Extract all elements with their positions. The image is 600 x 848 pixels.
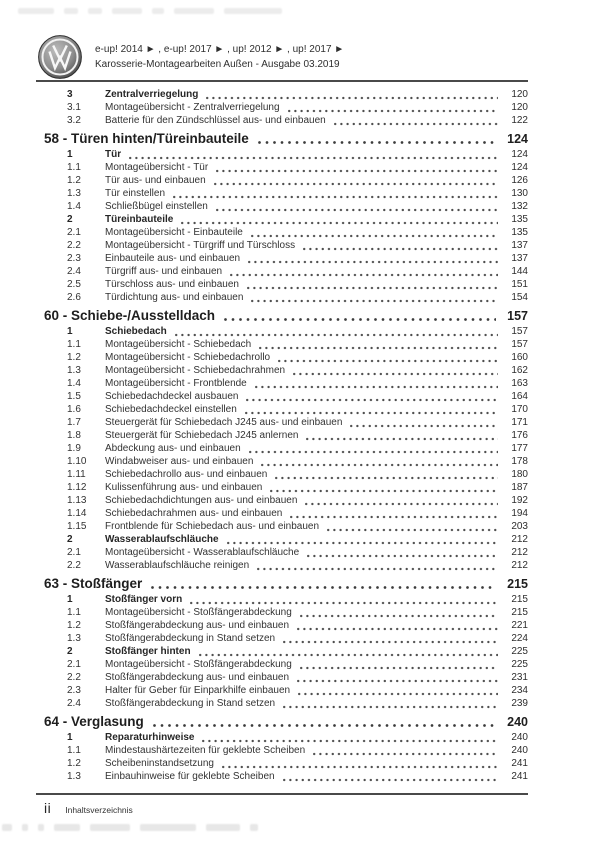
header-model-line: e-up! 2014 ► , e-up! 2017 ► , up! 2012 ► , up! 2017 ►: [95, 44, 345, 55]
scan-artifact-top: [18, 8, 282, 14]
toc-entry-title: Stoßfängerabdeckung aus- und einbauen: [105, 620, 290, 631]
toc-entry-number: 1.2: [67, 352, 81, 363]
toc-entry-title: Windabweiser aus- und einbauen: [105, 456, 254, 467]
toc-entry-page: 157: [511, 339, 528, 350]
toc-entry-title: Schiebedachdeckel einstellen: [105, 404, 237, 415]
toc-entry-page: 137: [511, 240, 528, 251]
toc-entry-page: 212: [511, 547, 528, 558]
toc-chapter-page: 157: [507, 309, 528, 323]
toc-entry-title: Montageübersicht - Stoßfängerabdeckung: [105, 607, 292, 618]
toc-entry-page: 225: [511, 646, 528, 657]
toc-entry-title: Tür einstellen: [105, 188, 166, 199]
toc-entry: [44, 187, 528, 200]
toc-entry-page: 124: [511, 162, 528, 173]
toc-entry: [44, 390, 528, 403]
toc-entry: [44, 252, 528, 265]
toc-entry: [44, 645, 528, 658]
toc-entry-number: 1.3: [67, 633, 81, 644]
dot-leader: [175, 333, 498, 337]
toc-entry-number: 1.1: [67, 745, 81, 756]
dot-leader: [261, 463, 498, 467]
dot-leader: [251, 234, 498, 238]
toc-entry-title: Kulissenführung aus- und einbauen: [105, 482, 263, 493]
toc-entry-number: 1.5: [67, 391, 81, 402]
toc-chapter-page: 240: [507, 715, 528, 729]
toc-entry-title: Steuergerät für Schiebedach J245 aus- und einbauen: [105, 417, 343, 428]
toc-entry-page: 215: [511, 607, 528, 618]
toc-entry: [44, 481, 528, 494]
toc-entry-title: Mindestaushärtezeiten für geklebte Scheiben: [105, 745, 306, 756]
toc: [44, 88, 528, 783]
toc-entry-page: 177: [511, 443, 528, 454]
toc-entry-page: 240: [511, 732, 528, 743]
dot-leader: [227, 541, 498, 545]
toc-chapter-label: 60 - Schiebe-/Ausstelldach: [44, 308, 216, 323]
scan-artifact-bottom: [2, 824, 258, 831]
toc-entry-title: Türschloss aus- und einbauen: [105, 279, 239, 290]
toc-entry-title: Tür aus- und einbauen: [105, 175, 206, 186]
vw-logo-icon: [38, 35, 82, 79]
toc-entry-number: 2.3: [67, 685, 81, 696]
dot-leader: [202, 739, 498, 743]
toc-entry-number: 1.10: [67, 456, 87, 467]
toc-entry: [44, 325, 528, 338]
toc-entry: [44, 377, 528, 390]
toc-entry-number: 1.3: [67, 188, 81, 199]
toc-entry-title: Montageübersicht - Schiebedachrollo: [105, 352, 271, 363]
toc-entry-number: 1.7: [67, 417, 81, 428]
toc-entry: [44, 278, 528, 291]
toc-entry-title: Montageübersicht - Tür: [105, 162, 209, 173]
toc-entry: [44, 533, 528, 546]
toc-entry-title: Montageübersicht - Schiebedach: [105, 339, 252, 350]
toc-entry-page: 135: [511, 227, 528, 238]
toc-entry-number: 1.1: [67, 339, 81, 350]
toc-entry-number: 1: [67, 594, 73, 605]
dot-leader: [278, 359, 498, 363]
toc-entry-page: 171: [511, 417, 528, 428]
toc-chapter-label: 58 - Türen hinten/Türeinbauteile: [44, 131, 249, 146]
toc-entry-number: 2.6: [67, 292, 81, 303]
toc-entry-title: Scheibeninstandsetzung: [105, 758, 214, 769]
toc-entry: [44, 731, 528, 744]
toc-entry-title: Montageübersicht - Einbauteile: [105, 227, 243, 238]
toc-entry-number: 2: [67, 646, 73, 657]
toc-entry-number: 1.3: [67, 365, 81, 376]
page-header: [38, 35, 344, 79]
dot-leader: [255, 385, 498, 389]
toc-entry-number: 2: [67, 214, 73, 225]
dot-leader: [199, 653, 498, 657]
dot-leader: [259, 346, 498, 350]
toc-entry: [44, 593, 528, 606]
toc-entry: [44, 494, 528, 507]
toc-entry-page: 176: [511, 430, 528, 441]
dot-leader: [305, 502, 498, 506]
dot-leader: [283, 778, 498, 782]
toc-entry-title: Stoßfängerabdeckung in Stand setzen: [105, 633, 276, 644]
toc-entry-title: Schiebedachrollo aus- und einbauen: [105, 469, 268, 480]
toc-entry-page: 124: [511, 149, 528, 160]
toc-chapter-heading: [44, 309, 528, 323]
dot-leader: [230, 273, 498, 277]
toc-entry-number: 1.4: [67, 201, 81, 212]
toc-entry: [44, 429, 528, 442]
toc-entry-page: 212: [511, 560, 528, 571]
toc-entry: [44, 697, 528, 710]
toc-entry: [44, 520, 528, 533]
toc-entry-page: 164: [511, 391, 528, 402]
toc-entry-number: 1: [67, 732, 73, 743]
toc-entry-page: 241: [511, 758, 528, 769]
toc-entry-page: 180: [511, 469, 528, 480]
dot-leader: [216, 169, 498, 173]
toc-entry: [44, 239, 528, 252]
toc-entry-page: 187: [511, 482, 528, 493]
toc-entry: [44, 632, 528, 645]
toc-entry-title: Montageübersicht - Wasserablaufschläuche: [105, 547, 300, 558]
toc-entry: [44, 442, 528, 455]
toc-entry-title: Montageübersicht - Stoßfängerabdeckung: [105, 659, 292, 670]
dot-leader: [298, 692, 498, 696]
dot-leader: [297, 679, 498, 683]
toc-entry: [44, 148, 528, 161]
dot-leader: [246, 398, 498, 402]
toc-entry-number: 3.1: [67, 102, 81, 113]
toc-entry-number: 1.14: [67, 508, 87, 519]
toc-entry-number: 1.1: [67, 607, 81, 618]
toc-entry-page: 203: [511, 521, 528, 532]
toc-entry-page: 241: [511, 771, 528, 782]
toc-entry: [44, 200, 528, 213]
toc-entry-number: 3.2: [67, 115, 81, 126]
toc-entry-page: 154: [511, 292, 528, 303]
toc-entry: [44, 403, 528, 416]
toc-entry-title: Türeinbauteile: [105, 214, 174, 225]
toc-entry: [44, 619, 528, 632]
toc-entry: [44, 351, 528, 364]
toc-entry-page: 157: [511, 326, 528, 337]
toc-entry-number: 1.2: [67, 175, 81, 186]
toc-entry-number: 1.13: [67, 495, 87, 506]
toc-entry: [44, 101, 528, 114]
toc-entry: [44, 606, 528, 619]
toc-entry-page: 224: [511, 633, 528, 644]
toc-entry-number: 1.2: [67, 758, 81, 769]
toc-entry: [44, 744, 528, 757]
toc-entry-number: 2.1: [67, 547, 81, 558]
header-divider: [36, 80, 528, 82]
toc-entry-page: 160: [511, 352, 528, 363]
toc-entry: [44, 291, 528, 304]
toc-entry-page: 170: [511, 404, 528, 415]
toc-entry: [44, 88, 528, 101]
toc-entry: [44, 455, 528, 468]
toc-chapter-page: 124: [507, 132, 528, 146]
toc-chapter-label: 63 - Stoßfänger: [44, 576, 143, 591]
toc-entry-number: 2.1: [67, 227, 81, 238]
toc-entry-number: 1.12: [67, 482, 87, 493]
toc-chapter-heading: [44, 577, 528, 591]
toc-entry: [44, 770, 528, 783]
toc-entry-page: 221: [511, 620, 528, 631]
header-subtitle: Karosserie-Montagearbeiten Außen - Ausgabe 03.2019: [95, 59, 340, 70]
dot-leader: [283, 640, 498, 644]
toc-entry-number: 1: [67, 326, 73, 337]
toc-entry-number: 2: [67, 534, 73, 545]
toc-entry-page: 144: [511, 266, 528, 277]
toc-entry-number: 2.5: [67, 279, 81, 290]
toc-entry-title: Einbauteile aus- und einbauen: [105, 253, 241, 264]
dot-leader: [248, 260, 498, 264]
dot-leader: [206, 96, 498, 100]
dot-leader: [300, 614, 498, 618]
dot-leader: [334, 122, 498, 126]
toc-entry-page: 130: [511, 188, 528, 199]
dot-leader: [350, 424, 498, 428]
dot-leader: [173, 195, 498, 199]
toc-entry-page: 137: [511, 253, 528, 264]
toc-entry-page: 225: [511, 659, 528, 670]
toc-entry-number: 1.4: [67, 378, 81, 389]
toc-entry-number: 3: [67, 89, 73, 100]
toc-entry-title: Stoßfänger hinten: [105, 646, 191, 657]
toc-entry-page: 239: [511, 698, 528, 709]
toc-entry-number: 2.1: [67, 659, 81, 670]
toc-entry: [44, 265, 528, 278]
dot-leader: [275, 476, 498, 480]
toc-chapter-page: 215: [507, 577, 528, 591]
toc-entry-title: Schiebedachrahmen aus- und einbauen: [105, 508, 283, 519]
toc-chapter-heading: [44, 132, 528, 146]
toc-entry-page: 234: [511, 685, 528, 696]
dot-leader: [153, 723, 496, 728]
toc-entry-title: Einbauhinweise für geklebte Scheiben: [105, 771, 275, 782]
toc-entry-title: Schließbügel einstellen: [105, 201, 208, 212]
toc-entry: [44, 226, 528, 239]
dot-leader: [151, 585, 496, 590]
toc-entry-page: 215: [511, 594, 528, 605]
toc-entry: [44, 684, 528, 697]
toc-entry-number: 1.6: [67, 404, 81, 415]
toc-entry-title: Wasserablaufschläuche: [105, 534, 219, 545]
toc-entry-title: Stoßfänger vorn: [105, 594, 183, 605]
toc-entry-title: Schiebedach: [105, 326, 167, 337]
toc-entry-title: Stoßfängerabdeckung in Stand setzen: [105, 698, 276, 709]
toc-entry-page: 163: [511, 378, 528, 389]
dot-leader: [300, 666, 498, 670]
dot-leader: [245, 411, 498, 415]
toc-entry: [44, 559, 528, 572]
toc-entry: [44, 213, 528, 226]
toc-entry-title: Frontblende für Schiebedach aus- und einbauen: [105, 521, 320, 532]
dot-leader: [288, 109, 498, 113]
toc-entry: [44, 468, 528, 481]
toc-entry-number: 1.1: [67, 162, 81, 173]
toc-entry-title: Montageübersicht - Schiebedachrahmen: [105, 365, 286, 376]
dot-leader: [303, 247, 498, 251]
toc-entry: [44, 546, 528, 559]
footer-divider: [36, 793, 528, 795]
toc-entry-number: 2.2: [67, 240, 81, 251]
toc-entry-page: 231: [511, 672, 528, 683]
toc-entry-title: Montageübersicht - Zentralverriegelung: [105, 102, 280, 113]
toc-entry-title: Montageübersicht - Frontblende: [105, 378, 247, 389]
dot-leader: [129, 156, 498, 160]
toc-entry-page: 122: [511, 115, 528, 126]
dot-leader: [297, 627, 498, 631]
toc-entry-title: Schiebedachdeckel ausbauen: [105, 391, 239, 402]
toc-entry: [44, 658, 528, 671]
toc-entry-page: 192: [511, 495, 528, 506]
toc-entry-number: 1.3: [67, 771, 81, 782]
toc-entry-number: 2.4: [67, 698, 81, 709]
page-footer: [44, 800, 133, 816]
toc-entry-title: Abdeckung aus- und einbauen: [105, 443, 241, 454]
dot-leader: [222, 765, 498, 769]
dot-leader: [181, 221, 498, 225]
footer-page-number: ii: [44, 800, 52, 816]
dot-leader: [270, 489, 498, 493]
toc-entry-title: Türgriff aus- und einbauen: [105, 266, 223, 277]
dot-leader: [327, 528, 498, 532]
dot-leader: [283, 705, 498, 709]
dot-leader: [247, 286, 498, 290]
toc-entry: [44, 416, 528, 429]
toc-entry-title: Montageübersicht - Türgriff und Türschloss: [105, 240, 296, 251]
toc-entry-page: 151: [511, 279, 528, 290]
toc-entry-number: 1.2: [67, 620, 81, 631]
toc-entry-title: Zentralverriegelung: [105, 89, 199, 100]
toc-entry-page: 126: [511, 175, 528, 186]
toc-entry-page: 162: [511, 365, 528, 376]
footer-section-label: Inhaltsverzeichnis: [65, 805, 133, 815]
toc-entry-page: 212: [511, 534, 528, 545]
toc-entry-number: 2.4: [67, 266, 81, 277]
toc-entry: [44, 174, 528, 187]
toc-entry: [44, 671, 528, 684]
dot-leader: [306, 437, 498, 441]
toc-entry-number: 1.15: [67, 521, 87, 532]
toc-entry-title: Reparaturhinweise: [105, 732, 195, 743]
toc-entry: [44, 757, 528, 770]
toc-entry-number: 2.3: [67, 253, 81, 264]
toc-entry-title: Batterie für den Zündschlüssel aus- und einbauen: [105, 115, 326, 126]
toc-entry: [44, 161, 528, 174]
dot-leader: [216, 208, 498, 212]
toc-entry-page: 240: [511, 745, 528, 756]
dot-leader: [290, 515, 498, 519]
toc-entry: [44, 507, 528, 520]
toc-entry-title: Türdichtung aus- und einbauen: [105, 292, 244, 303]
toc-entry-title: Steuergerät für Schiebedach J245 anlernen: [105, 430, 299, 441]
toc-entry: [44, 364, 528, 377]
toc-entry-number: 1: [67, 149, 73, 160]
toc-entry-title: Stoßfängerabdeckung aus- und einbauen: [105, 672, 290, 683]
dot-leader: [214, 182, 498, 186]
dot-leader: [190, 601, 498, 605]
toc-entry-title: Tür: [105, 149, 122, 160]
toc-entry-number: 1.8: [67, 430, 81, 441]
toc-chapter-label: 64 - Verglasung: [44, 714, 144, 729]
toc-entry-page: 135: [511, 214, 528, 225]
dot-leader: [224, 317, 496, 322]
dot-leader: [293, 372, 498, 376]
toc-entry-page: 178: [511, 456, 528, 467]
toc-entry-page: 120: [511, 89, 528, 100]
toc-entry: [44, 114, 528, 127]
toc-entry-title: Halter für Geber für Einparkhilfe einbauen: [105, 685, 291, 696]
toc-entry-number: 2.2: [67, 672, 81, 683]
dot-leader: [258, 140, 496, 145]
toc-entry-number: 2.2: [67, 560, 81, 571]
dot-leader: [257, 567, 498, 571]
toc-entry-number: 1.9: [67, 443, 81, 454]
toc-entry: [44, 338, 528, 351]
toc-entry-number: 1.11: [67, 469, 86, 480]
dot-leader: [313, 752, 498, 756]
toc-entry-page: 120: [511, 102, 528, 113]
dot-leader: [251, 299, 498, 303]
dot-leader: [307, 554, 498, 558]
toc-entry-title: Schiebedachdichtungen aus- und einbauen: [105, 495, 298, 506]
toc-entry-page: 194: [511, 508, 528, 519]
toc-entry-page: 132: [511, 201, 528, 212]
toc-chapter-heading: [44, 715, 528, 729]
dot-leader: [249, 450, 498, 454]
toc-entry-title: Wasserablaufschläuche reinigen: [105, 560, 250, 571]
